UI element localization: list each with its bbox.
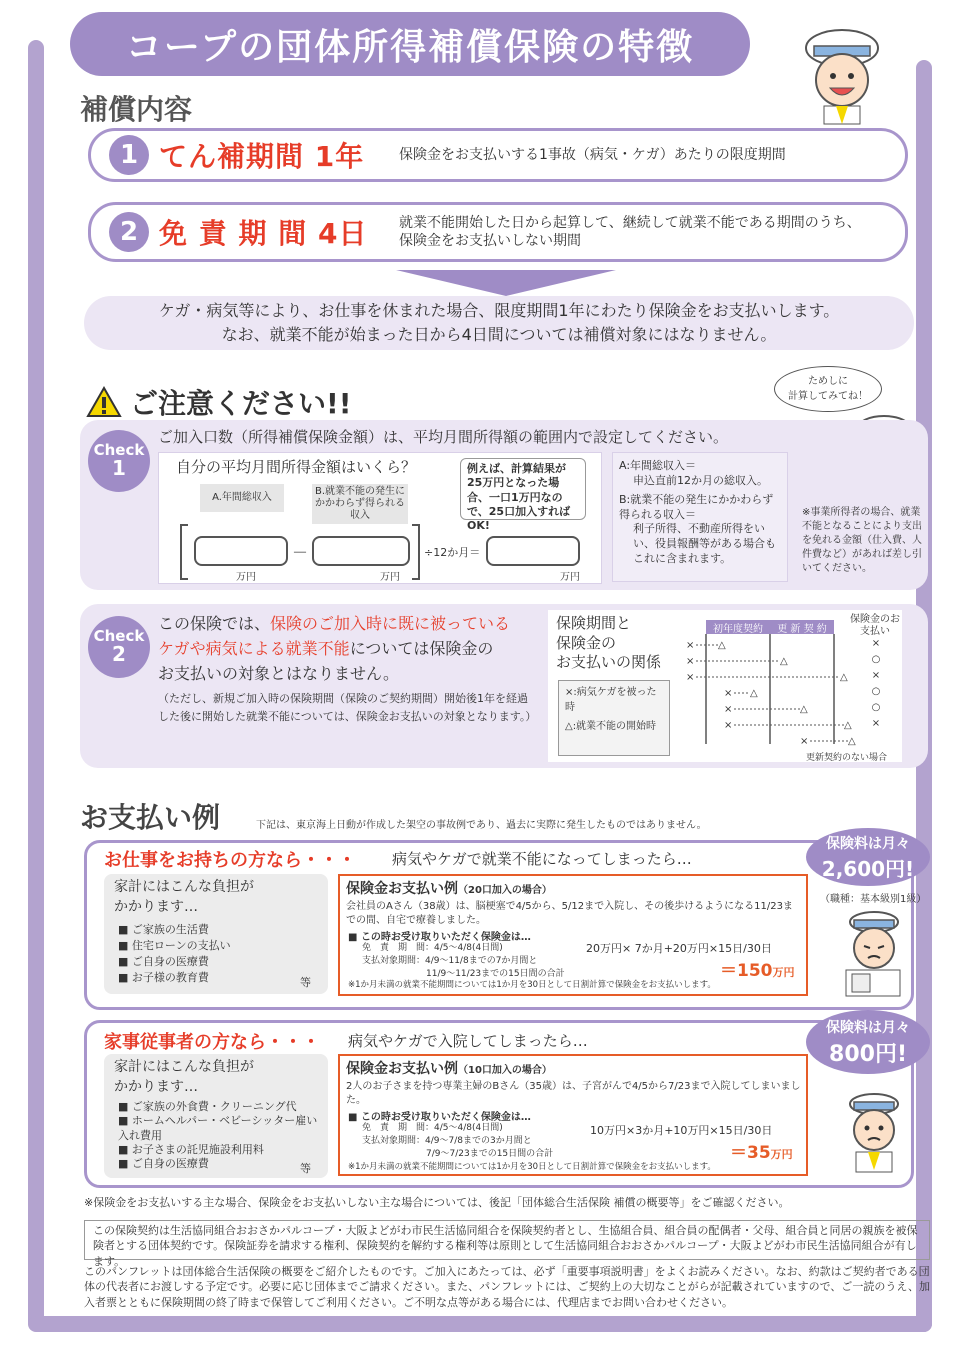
case2-receive: ■ この時お受け取りいただく保険金は… [348, 1112, 531, 1123]
minus-sign: － [292, 543, 309, 562]
divide-label: ÷12か月＝ [424, 546, 481, 559]
text-run-red: ケガや病気による就業不能 [158, 638, 350, 658]
svg-text:×: × [686, 656, 695, 667]
svg-text:×: × [724, 720, 733, 731]
burden-item: ご自身の医療費 [131, 954, 209, 968]
label-b: B.就業不能の発生にかかわらず得られる収入 [312, 484, 408, 524]
svg-text:×: × [724, 688, 733, 699]
coverage-item-1 [88, 128, 908, 182]
mark: ○ [871, 702, 881, 713]
example-title: 保険金お支払い例 [346, 881, 458, 897]
coverage-item-title: 免 責 期 間 4日 [159, 217, 368, 250]
page-title: コープの団体所得補償保険の特徴 [70, 12, 750, 76]
burden-item: ご家族の生活費 [131, 923, 209, 936]
payment-marks [870, 636, 882, 732]
burden-item: お子様の教育費 [131, 970, 209, 984]
case2-footnote: ※1か月未満の就業不能期間については1か月を30日として日割計算で保険金をお支払いします。 [348, 1162, 716, 1172]
note-line: A:年間総収入＝ [619, 459, 697, 472]
burden-line: かかります… [114, 898, 198, 915]
frame-bottom [28, 1316, 932, 1332]
diagram-title-line: お支払いの関係 [556, 653, 662, 671]
number-badge: 1 [109, 135, 149, 175]
payment-bottom-note: ※保険金をお支払いする主な場合、保険金をお支払いしない主な場合については、後記「団体総合生活保険 補償の概要等」をご確認ください。 [84, 1196, 790, 1209]
receive-text: この時お受け取りいただく保険金は… [360, 932, 531, 943]
input-other-income[interactable] [312, 536, 410, 566]
svg-text:△: △ [848, 736, 856, 747]
diagram-legend [558, 680, 670, 756]
side-note: ※事業所得者の場合、就業不能となることにより支出を免れる金額（仕入費、人件費など）があれば差し引いてください。 [802, 507, 922, 574]
case2-burden-list: ■ ご家族の外食費・クリーニング代 ■ ホームヘルパー・ベビーシッター雇い入れ費用 ■ お子さまの託児施設利用料 ■ ご自身の医療費 [118, 1100, 318, 1171]
price-value: 800円! [829, 1041, 907, 1067]
diagram-title [556, 614, 661, 673]
period-line: 免 責 期 間：4/5〜4/8(4日間) [362, 943, 503, 953]
footer-text: このパンフレットは団体総合生活保険の概要をご紹介したものです。ご加入にあたっては、必ず「重要事項説明書」をよくお読みください。なお、約款はご契約者である団体の代表者にお渡しする予定です。必要に応じ団体までご請求ください。また、パンフレットには、ご契約上の大切なことがらが記載されていますので、ご一読のうえ、加入者票とともに保険期間の終了時まで保管してご利用ください。ご不明な点等がある場合には、代理店までお問い合わせください。 [84, 1265, 931, 1309]
case1-price-badge [806, 828, 930, 886]
note-line: 申込直前12か月の総収入。 [633, 473, 768, 487]
burden-item: ご自身の医療費 [131, 1157, 209, 1171]
mark: × [871, 670, 881, 681]
speech-bubble [774, 366, 882, 412]
case1-burden-title [114, 878, 254, 917]
case1-footnote: ※1か月未満の就業不能期間については1か月を30日として日割計算で保険金をお支払いします。 [348, 980, 716, 990]
caution-heading [86, 382, 352, 422]
bracket-left [180, 524, 188, 580]
case1-story: 会社員のAさん（38歳）は、脳梗塞で4/5から、5/12まで入院し、その後歩けるようになる11/23までの間、自宅で療養しました。 [346, 901, 793, 926]
svg-text:△: △ [718, 640, 726, 651]
case1-price-note: （職種：基本級別1級） [820, 894, 927, 905]
coverage-item-desc [399, 214, 861, 250]
mascot-chef-icon [792, 18, 892, 128]
result-unit: 万円 [772, 966, 795, 979]
diagram-foot: 更新契約のない場合 [806, 753, 888, 763]
mark: ○ [871, 686, 881, 697]
burden-line: 家計にはこんな負担が [114, 1059, 254, 1075]
desc-line: 保険金をお支払いする1事故（病気・ケガ）あたりの限度期間 [399, 146, 786, 163]
svg-text:△: △ [844, 720, 852, 731]
calc-question: 自分の平均月間所得金額はいくら？ [176, 458, 417, 476]
svg-text:△: △ [840, 672, 848, 683]
text-run-red: 保険のご加入時に既に被っている [270, 614, 511, 633]
price-label: 保険料は月々 [826, 1019, 910, 1036]
check2-paren: （ただし、新規ご加入時の保険期間（保険のご契約期間）開始後1年を経過した後に開始した就業不能については、保険金お支払いの対象となります。） [158, 692, 537, 723]
notes-box [612, 452, 788, 582]
badge-word: Check [93, 626, 145, 645]
case1-calc: 20万円× 7か月+20万円×15日/30日 [586, 942, 772, 955]
period-line: 11/9〜11/23までの15日間の合計 [426, 969, 565, 980]
mascot-worried-icon [834, 1090, 914, 1174]
diagram-title-line: 保険金の [556, 633, 617, 652]
arrow-down-icon [396, 270, 616, 296]
period-line: 支払対象期間：4/9〜11/8までの7か月間と [362, 956, 538, 967]
text-run: この保険では、 [158, 614, 271, 633]
bracket-right [412, 524, 420, 580]
summary-line: ケガ・病気等により、お仕事を休まれた場合、限度期間1年にわたり保険金をお支払いします。 [158, 301, 840, 320]
col-first-year: 初年度契約 [706, 620, 770, 634]
svg-text:×: × [686, 640, 695, 651]
case2-calc: 10万円×3か月+10万円×15日/30日 [590, 1124, 773, 1137]
period-line: 7/9〜7/23までの15日間の合計 [426, 1149, 554, 1160]
desc-line: 就業不能開始した日から起算して、継続して就業不能である期間のうち、 [399, 214, 861, 231]
svg-text:△: △ [750, 688, 758, 699]
mark: × [871, 718, 881, 729]
note-line: B:就業不能の発生にかかわらず得られる収入＝ [619, 492, 774, 521]
example-sub: （20口加入の場合） [458, 885, 552, 896]
example-box: 例えば、計算結果が25万円となった場合、一口1万円なので、25口加入すればOK! [460, 458, 586, 520]
case1-subhead: 病気やケガで就業不能になってしまったら… [392, 850, 692, 868]
summary-line: なお、就業不能が始まった日から4日間については補償対象にはなりません。 [221, 325, 777, 344]
case2-example-title [346, 1058, 552, 1078]
case2-head: 家事従事者の方なら・・・ [104, 1032, 320, 1053]
example-title: 保険金お支払い例 [346, 1061, 458, 1077]
svg-text:×: × [800, 736, 809, 747]
label-a: A.年間総収入 [200, 484, 284, 512]
receive-text: この時お受け取りいただく保険金は… [360, 1112, 531, 1123]
bubble-line: 計算してみてね！ [788, 391, 868, 402]
burden-item: お子さまの託児施設利用料 [131, 1142, 264, 1156]
coverage-item-2 [88, 202, 908, 262]
case1-periods [362, 942, 565, 981]
note-line: 利子所得、不動産所得をいい、役員報酬等がある場合もこれに含まれます。 [633, 522, 776, 566]
case2-result [730, 1138, 793, 1163]
result-value: ＝35 [730, 1143, 771, 1163]
case2-price-badge [806, 1010, 930, 1074]
case1-example-title [346, 878, 552, 898]
badge-number: 2 [112, 642, 126, 667]
frame-left [28, 40, 44, 1330]
case2-periods [362, 1122, 553, 1161]
unit-label: 万円 [560, 572, 580, 583]
svg-text:×: × [724, 704, 733, 715]
check2-badge [88, 616, 150, 678]
caution-text: ご注意ください!! [130, 387, 352, 420]
burden-item: ホームヘルパー・ベビーシッター雇い入れ費用 [118, 1114, 318, 1142]
price-value: 2,600円! [821, 856, 915, 881]
legend-line: ×:病気ケガを被った時 [565, 687, 657, 713]
burden-line: かかります… [114, 1078, 198, 1095]
coverage-item-desc [399, 146, 786, 164]
input-monthly-result[interactable] [486, 536, 580, 566]
unit-label: 万円 [380, 572, 400, 583]
check1-lead: ご加入口数（所得補償保険金額）は、平均月間所得額の範囲内で設定してください。 [158, 428, 729, 446]
warning-icon [86, 386, 122, 418]
svg-text:△: △ [800, 704, 808, 715]
desc-line: 保険金をお支払いしない期間 [399, 233, 581, 249]
period-line: 支払対象期間：4/9〜7/8までの3か月間と [362, 1136, 532, 1147]
text-run: については保険金の [349, 638, 494, 658]
diagram-title-line: 保険期間と [556, 614, 632, 632]
case1-etc: 等 [300, 976, 311, 989]
text-line: お支払いの対象とはなりません。 [158, 663, 399, 683]
unit-label: 万円 [236, 572, 256, 583]
result-unit: 万円 [770, 1148, 793, 1161]
result-value: ＝150 [720, 961, 773, 981]
mascot-injured-icon [832, 908, 914, 1000]
mark: × [871, 638, 881, 649]
burden-line: 家計にはこんな負担が [114, 879, 254, 895]
price-label: 保険料は月々 [826, 835, 910, 852]
mark: ○ [871, 654, 881, 665]
svg-text:×: × [686, 672, 695, 683]
case2-story: 2人のお子さまを持つ専業主婦のBさん（35歳）は、子宮がんで4/5から7/23まで入院してしまいました。 [346, 1081, 801, 1106]
number-badge: 2 [109, 212, 149, 252]
burden-item: 住宅ローンの支払い [131, 938, 231, 952]
coverage-heading: 補償内容 [80, 93, 193, 126]
case2-burden-title [114, 1058, 254, 1097]
period-line: 免 責 期 間：4/5〜4/8(4日間) [362, 1123, 503, 1133]
case2-subhead: 病気やケガで入院してしまったら… [348, 1032, 588, 1050]
example-sub: （10口加入の場合） [458, 1065, 552, 1076]
footer-box: この保険契約は生活協同組合おおさかパルコープ・大阪よどがわ市民生活協同組合を保険契約者とし、生協組合員、組合員の配偶者・父母、組合員と同居の親族を被保険者とする団体契約です。保険証券を請求する権利、保険契約を解約する権利等は原則として生活協同組合おおさかパルコープ・大阪よどがわ市民生活協同組合が有します。 [84, 1220, 930, 1260]
case1-receive: ■ この時お受け取りいただく保険金は… [348, 932, 531, 943]
badge-word: Check [93, 440, 145, 459]
payment-heading: お支払い例 [80, 801, 221, 834]
case1-head: お仕事をお持ちの方なら・・・ [104, 850, 356, 871]
col-payment: 保険金のお支払い [850, 614, 900, 637]
legend-line: △:就業不能の開始時 [565, 721, 657, 732]
input-annual-income[interactable] [194, 536, 288, 566]
payment-note: 下記は、東京海上日動が作成した架空の事故例であり、過去に実際に発生したものではありません。 [256, 820, 707, 831]
badge-number: 1 [112, 456, 126, 481]
coverage-summary [84, 296, 914, 350]
svg-text:△: △ [780, 656, 788, 667]
col-renewal: 更 新 契 約 [770, 620, 834, 634]
coverage-item-title: てん補期間 1年 [159, 140, 365, 173]
check2-text [158, 612, 542, 686]
check1-badge [88, 430, 150, 492]
case1-result [720, 956, 795, 981]
case2-etc: 等 [300, 1162, 311, 1175]
case1-burden-list: ■ ご家族の生活費 ■ 住宅ローンの支払い ■ ご自身の医療費 ■ お子様の教育費 [118, 923, 231, 984]
bubble-line: ためしに [808, 376, 848, 387]
burden-item: ご家族の外食費・クリーニング代 [131, 1100, 297, 1113]
